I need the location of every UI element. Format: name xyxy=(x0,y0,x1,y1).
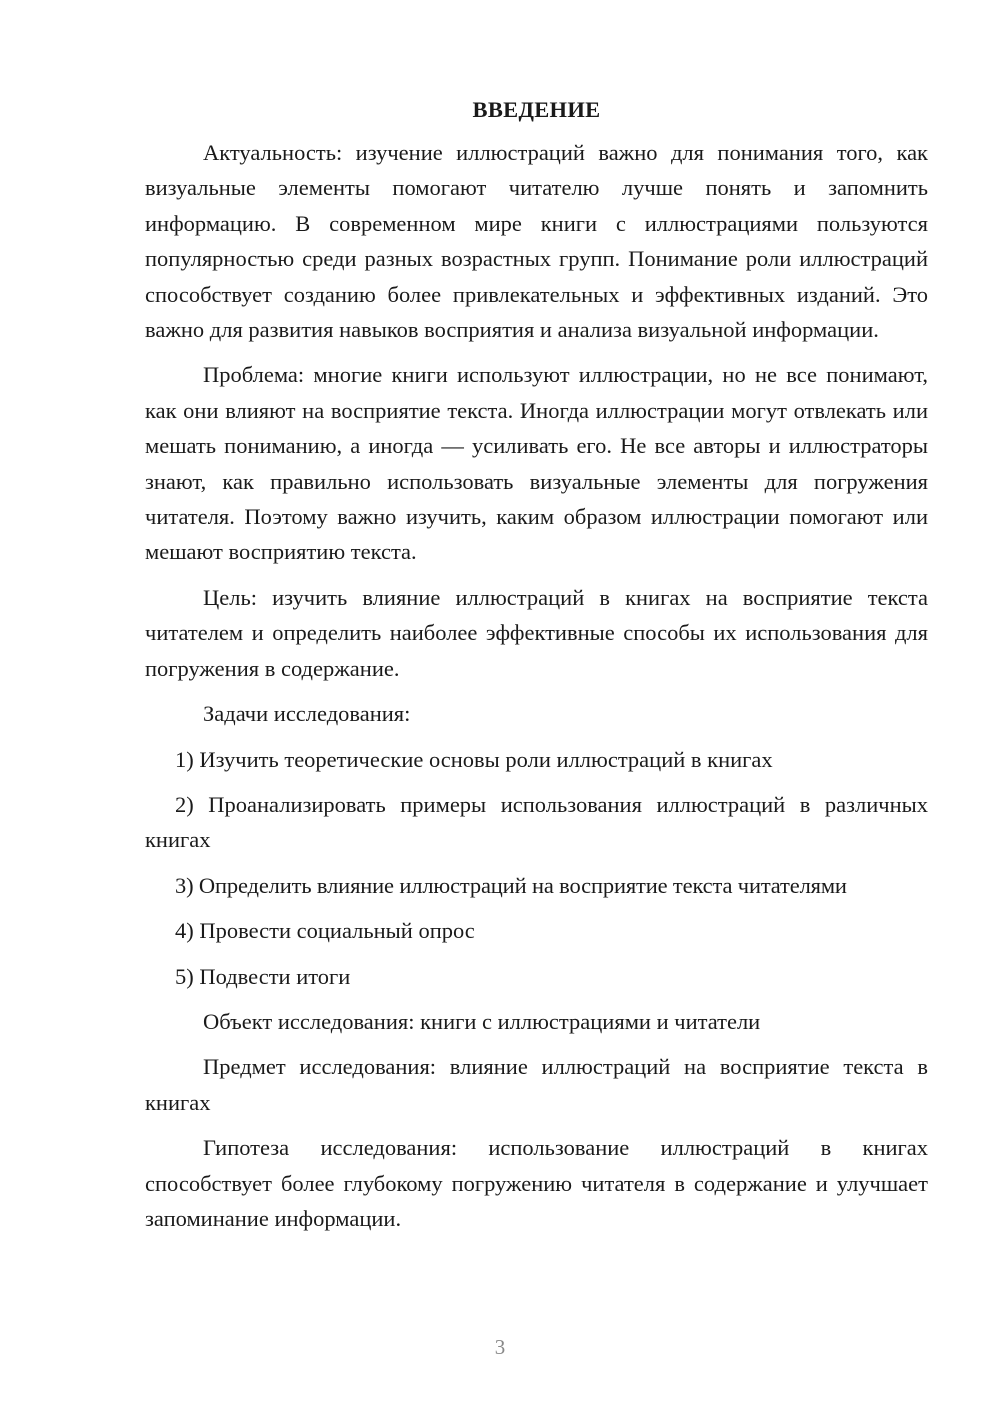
page-title: ВВЕДЕНИЕ xyxy=(472,97,601,122)
document-page xyxy=(145,88,928,1246)
task-item-5: 5) Подвести итоги xyxy=(175,963,351,989)
task-item-2: 2) Проанализировать примеры использования иллюстраций в различных книгах xyxy=(145,791,928,853)
paragraph-subject: Предмет исследования: влияние иллюстраций на восприятие текста в книгах xyxy=(145,1054,928,1115)
paragraph-hypothesis: Гипотеза исследования: использование иллюстраций в книгах способствует более глубокому погружению читателя в содержание и улучшает запоминание информации. xyxy=(145,1135,928,1231)
task-item-3: 3) Определить влияние иллюстраций на восприятие текста читателями xyxy=(175,872,847,898)
paragraph-relevance: Актуальность: изучение иллюстраций важно для понимания того, как визуальные элементы помогают читателю лучше понять и запомнить информацию. В современном мире книги с иллюстрациями пользуются популярностью среди разных возрастных групп. Понимание роли иллюстраций способствует созданию более привлекательных и эффективных изданий. Это важно для развития навыков восприятия и анализа визуальной информации. xyxy=(145,140,928,343)
task-item-4: 4) Провести социальный опрос xyxy=(175,918,475,944)
tasks-heading: Задачи исследования: xyxy=(203,701,411,727)
paragraph-problem: Проблема: многие книги используют иллюстрации, но не все понимают, как они влияют на восприятие текста. Иногда иллюстрации могут отвлекать или мешать пониманию, а иногда — усиливать его. Не все авторы и иллюстраторы знают, как правильно использовать визуальные элементы для погружения читателя. Поэтому важно изучить, каким образом иллюстрации помогают или мешают восприятию текста. xyxy=(145,362,928,565)
page-number: 3 xyxy=(494,1335,506,1359)
paragraph-object: Объект исследования: книги с иллюстрациями и читатели xyxy=(203,1008,761,1034)
task-item-1: 1) Изучить теоретические основы роли иллюстраций в книгах xyxy=(175,746,773,772)
paragraph-goal: Цель: изучить влияние иллюстраций в книгах на восприятие текста читателем и определить наиболее эффективные способы их использования для погружения в содержание. xyxy=(145,584,928,681)
